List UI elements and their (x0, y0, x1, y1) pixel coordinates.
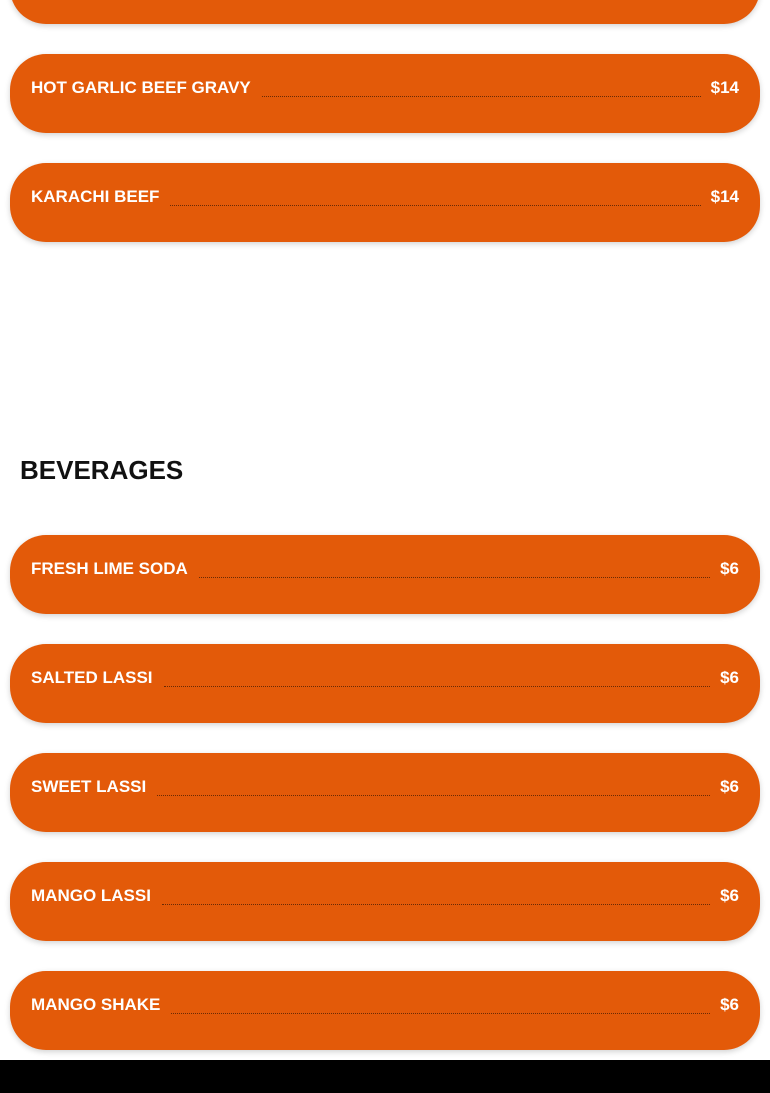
menu-item-name: HOT GARLIC BEEF GRAVY (31, 78, 251, 97)
menu-item-row (31, 76, 739, 100)
menu-item-row (31, 666, 739, 690)
menu-item-price: $6 (720, 777, 739, 796)
menu-item-name: SALTED LASSI (31, 668, 153, 687)
menu-item-card-partial (10, 0, 760, 24)
menu-item-price: $6 (720, 668, 739, 687)
menu-item-row (31, 993, 739, 1017)
footer-bar (0, 1060, 770, 1093)
menu-item-card (10, 163, 760, 242)
dotted-leader (199, 577, 710, 578)
menu-item-row (31, 557, 739, 581)
menu-item-name: KARACHI BEEF (31, 187, 160, 206)
dotted-leader (157, 795, 710, 796)
menu-item-card (10, 971, 760, 1050)
dotted-leader (171, 1013, 710, 1014)
menu-item-price: $6 (720, 995, 739, 1014)
menu-item-card (10, 862, 760, 941)
menu-item-price: $6 (720, 559, 739, 578)
menu-item-name: MANGO LASSI (31, 886, 151, 905)
menu-item-row (31, 775, 739, 799)
menu-item-card (10, 535, 760, 614)
menu-item-price: $14 (710, 187, 739, 206)
menu-item-price: $14 (710, 78, 739, 97)
menu-item-card (10, 54, 760, 133)
dotted-leader (162, 904, 710, 905)
menu-item-row (31, 185, 739, 209)
dotted-leader (262, 96, 701, 97)
menu-item-card (10, 753, 760, 832)
menu-item-price: $6 (720, 886, 739, 905)
menu-item-card (10, 644, 760, 723)
dotted-leader (170, 205, 700, 206)
menu-item-name: SWEET LASSI (31, 777, 147, 796)
menu-item-name: MANGO SHAKE (31, 995, 161, 1014)
dotted-leader (164, 686, 711, 687)
section-title-beverages: BEVERAGES (20, 455, 184, 485)
menu-item-name: FRESH LIME SODA (31, 559, 188, 578)
menu-item-row (31, 884, 739, 908)
